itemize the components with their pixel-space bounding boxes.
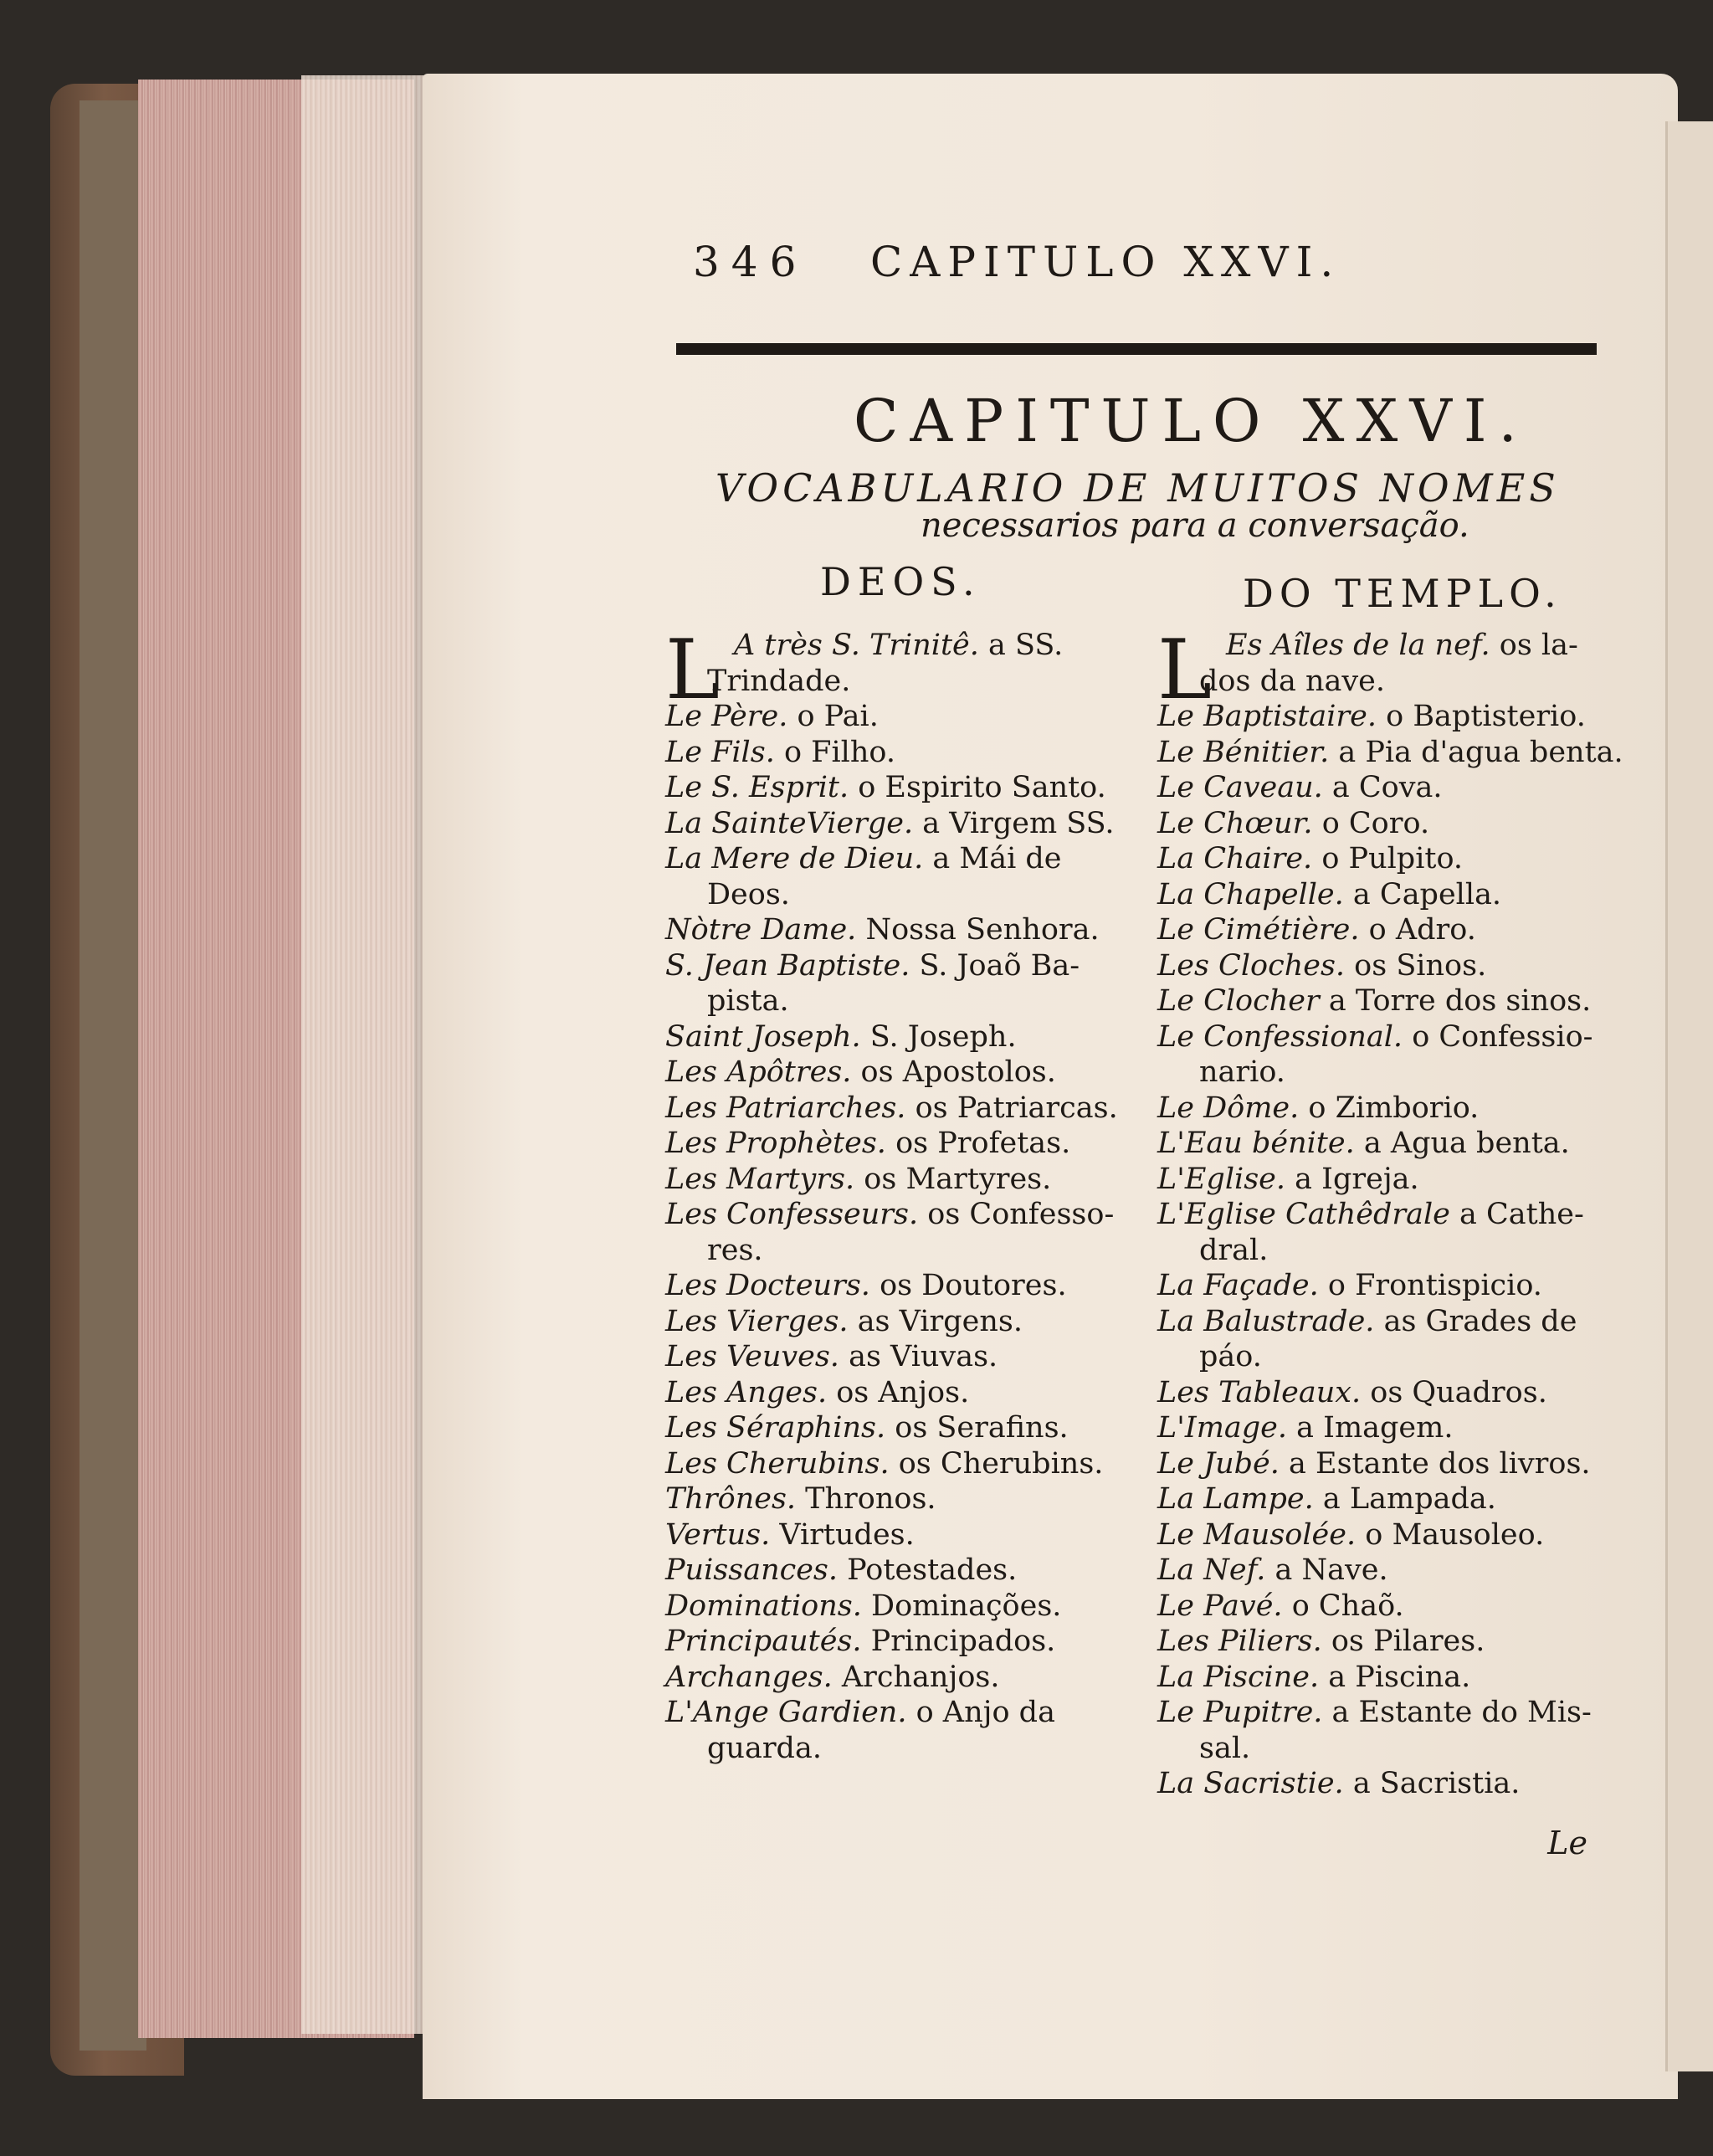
portuguese-term: S. Joseph. [869,1019,1017,1054]
portuguese-term: a Cathe- [1459,1198,1584,1231]
french-term: Es Aîles de la nef. [1226,629,1490,662]
portuguese-term: as Virgens. [857,1304,1023,1338]
vocabulary-entry [1157,1410,1613,1446]
portuguese-term: o Filho. [783,735,895,769]
french-term: Les Cherubins. [665,1446,890,1481]
vocabulary-entry [1157,877,1613,913]
french-term: La Chapelle. [1157,877,1344,911]
left-vocabulary-column [665,623,1138,1766]
vocabulary-entry [1157,1268,1613,1304]
portuguese-term: Dominações. [871,1589,1062,1623]
portuguese-term: o Chaõ. [1291,1589,1404,1623]
portuguese-term: o Pulpito. [1321,842,1464,875]
facing-page [1665,121,1713,2071]
portuguese-term: páo. [1199,1340,1262,1373]
portuguese-term: sal. [1199,1731,1251,1765]
french-term: Le Cimétière. [1157,913,1360,947]
vocabulary-entry [665,1660,1138,1696]
vocabulary-entry [665,1410,1138,1446]
french-term: Puissances. [665,1553,839,1587]
french-term: Dominations. [665,1589,862,1623]
vocabulary-entry [665,948,1138,984]
french-term: Le Pupitre. [1157,1696,1323,1729]
portuguese-term: os Doutores. [880,1269,1067,1302]
portuguese-term: Deos. [707,877,790,911]
vocabulary-entry [665,1268,1138,1304]
portuguese-term: o Frontispicio. [1327,1269,1542,1302]
portuguese-term: a Estante do Mis- [1331,1696,1592,1729]
vocabulary-entry [1157,1517,1613,1553]
right-vocabulary-column [1157,623,1623,1802]
portuguese-term: o Baptisterio. [1386,700,1586,733]
french-term: Le S. Esprit. [665,771,849,804]
portuguese-term: pista. [707,984,789,1018]
vocabulary-entry [1157,1589,1613,1625]
page-number: 346 [693,238,808,286]
french-term: Les Anges. [665,1375,828,1409]
french-term: Vertus. [665,1517,771,1552]
header-rule [676,343,1597,355]
drop-capital: L [665,623,721,718]
portuguese-term: os Profetas. [895,1127,1071,1160]
portuguese-term: a Piscina. [1328,1660,1471,1694]
vocabulary-entry [665,1695,1138,1731]
french-term: L'Ange Gardien. [665,1696,907,1729]
french-term: L'Image. [1157,1411,1287,1445]
vocabulary-entry [665,664,1138,700]
book-spine [79,100,146,2051]
portuguese-term: os Sinos. [1354,948,1487,983]
vocabulary-entry [1157,1695,1613,1731]
portuguese-term: os Anjos. [836,1375,970,1409]
french-term: Principautés. [665,1625,862,1658]
portuguese-term: dral. [1199,1233,1269,1267]
portuguese-term: Thronos. [805,1482,936,1516]
french-term: Les Veuves. [665,1340,839,1373]
portuguese-term: as Viuvas. [849,1340,998,1373]
vocabulary-entry [665,770,1138,806]
french-term: Le Clocher [1157,984,1320,1018]
chapter-heading: CAPITULO XXVI. [854,387,1529,455]
portuguese-term: a Capella. [1352,877,1502,911]
portuguese-term: nario. [1199,1055,1285,1089]
portuguese-term: os Pilares. [1331,1625,1485,1658]
section-heading-deos: DEOS. [820,559,982,604]
vocabulary-entry [1157,1162,1613,1198]
vocabulary-entry [665,983,1138,1019]
vocabulary-entry [665,841,1138,877]
vocabulary-entry [1157,1481,1613,1517]
vocabulary-entry [1157,1126,1613,1162]
portuguese-term: o Adro. [1368,913,1476,947]
vocabulary-entry [665,699,1138,735]
vocabulary-entry [665,1731,1138,1767]
portuguese-term: a Igreja. [1295,1162,1419,1196]
french-term: L'Eau bénite. [1157,1127,1355,1160]
vocabulary-entry [665,1055,1138,1091]
portuguese-term: o Coro. [1321,806,1430,840]
french-term: Le Jubé. [1157,1446,1280,1481]
vocabulary-entry [1157,1446,1613,1482]
french-term: La Balustrade. [1157,1304,1375,1338]
french-term: Le Père. [665,700,788,733]
section-heading-templo: DO TEMPLO. [1243,571,1562,616]
french-term: L'Eglise Cathêdrale [1157,1198,1450,1231]
french-term: Les Cloches. [1157,948,1346,983]
portuguese-term: o Confessio- [1412,1019,1593,1054]
portuguese-term: os la- [1499,629,1578,662]
french-term: La Façade. [1157,1269,1319,1302]
vocabulary-entry [1157,664,1613,700]
vocabulary-entry [1157,912,1613,948]
portuguese-term: a Cova. [1331,771,1443,804]
vocabulary-entry [665,1481,1138,1517]
french-term: La Lampe. [1157,1482,1314,1516]
vocabulary-entry [665,1304,1138,1340]
french-term: Le Pavé. [1157,1589,1283,1623]
french-term: Le Caveau. [1157,771,1323,804]
french-term: Thrônes. [665,1482,797,1516]
catchword: Le [1547,1825,1587,1861]
french-term: Archanges. [665,1660,833,1694]
portuguese-term: o Zimborio. [1308,1091,1480,1125]
vocabulary-entry [665,806,1138,842]
french-term: Saint Joseph. [665,1019,861,1054]
vocabulary-entry [1157,770,1613,806]
french-term: Les Séraphins. [665,1411,886,1445]
french-term: La SainteVierge. [665,806,914,840]
vocabulary-entry [1157,1233,1613,1269]
portuguese-term: os Confesso- [927,1198,1115,1231]
vocabulary-entry [665,1019,1138,1055]
chapter-subtitle-line2: necessarios para a conversação. [921,506,1469,545]
vocabulary-entry [1157,983,1613,1019]
vocabulary-entry [665,912,1138,948]
portuguese-term: guarda. [707,1731,822,1765]
vocabulary-entry [665,1517,1138,1553]
french-term: Les Apôtres. [665,1055,852,1089]
portuguese-term: a Lampada. [1322,1482,1496,1516]
french-term: Le Mausolée. [1157,1517,1357,1552]
portuguese-term: a Sacristia. [1352,1767,1521,1800]
french-term: Le Fils. [665,735,775,769]
french-term: Les Patriarches. [665,1091,906,1125]
portuguese-term: as Grades de [1383,1304,1577,1338]
french-term: Les Confesseurs. [665,1198,919,1231]
portuguese-term: Potestades. [847,1553,1018,1587]
vocabulary-entry [1157,1375,1613,1411]
vocabulary-entry [665,1126,1138,1162]
vocabulary-entry [1157,699,1613,735]
vocabulary-entry [665,1553,1138,1589]
french-term: La Nef. [1157,1553,1266,1587]
portuguese-term: o Mausoleo. [1365,1517,1545,1552]
vocabulary-entry [665,877,1138,913]
portuguese-term: os Serafins. [895,1411,1069,1445]
french-term: Les Docteurs. [665,1269,870,1302]
vocabulary-entry [665,1091,1138,1127]
french-term: Les Tableaux. [1157,1375,1362,1409]
vocabulary-entry [1157,1019,1613,1055]
vocabulary-entry [1157,1339,1613,1375]
french-term: A très S. Trinitê. [734,629,979,662]
vocabulary-entry [1157,1197,1613,1233]
french-term: L'Eglise. [1157,1162,1286,1196]
vocabulary-entry [1157,806,1613,842]
portuguese-term: a Agua benta. [1363,1127,1570,1160]
portuguese-term: S. Joaõ Ba- [919,948,1080,983]
vocabulary-entry [1157,1091,1613,1127]
page-edges-light [301,75,427,2034]
vocabulary-entry [665,735,1138,771]
vocabulary-entry [1157,841,1613,877]
french-term: Les Piliers. [1157,1625,1322,1658]
vocabulary-entry [1157,948,1613,984]
vocabulary-entry [665,1446,1138,1482]
french-term: Nòtre Dame. [665,913,857,947]
portuguese-term: res. [707,1233,763,1267]
portuguese-term: dos da nave. [1199,664,1385,698]
vocabulary-entry [665,1624,1138,1660]
french-term: Le Chœur. [1157,806,1313,840]
french-term: Les Vierges. [665,1304,849,1338]
french-term: Le Dôme. [1157,1091,1300,1125]
french-term: La Mere de Dieu. [665,842,924,875]
vocabulary-entry [1157,735,1623,771]
french-term: La Chaire. [1157,842,1313,875]
portuguese-term: a Pia d'agua benta. [1338,735,1623,769]
vocabulary-entry [665,1339,1138,1375]
french-term: Le Bénitier. [1157,735,1330,769]
vocabulary-entry [1157,1304,1613,1340]
portuguese-term: a Nave. [1274,1553,1388,1587]
portuguese-term: os Cherubins. [898,1446,1104,1481]
vocabulary-entry [1157,1055,1613,1091]
french-term: La Piscine. [1157,1660,1320,1694]
french-term: Les Prophètes. [665,1127,886,1160]
vocabulary-entry [665,1197,1138,1233]
portuguese-term: os Apostolos. [860,1055,1056,1089]
portuguese-term: os Patriarcas. [915,1091,1118,1125]
portuguese-term: a Imagem. [1296,1411,1454,1445]
portuguese-term: Virtudes. [779,1517,915,1552]
vocabulary-entry [1157,1766,1613,1802]
vocabulary-entry [1157,1624,1613,1660]
vocabulary-entry [665,1589,1138,1625]
portuguese-term: o Pai. [797,700,879,733]
portuguese-term: a Torre dos sinos. [1328,984,1592,1018]
running-title: CAPITULO XXVI. [870,238,1341,286]
french-term: Les Martyrs. [665,1162,855,1196]
vocabulary-entry [665,1162,1138,1198]
portuguese-term: o Espirito Santo. [858,771,1106,804]
portuguese-term: a SS. [988,629,1064,662]
portuguese-term: Trindade. [707,664,851,698]
portuguese-term: Principados. [870,1625,1056,1658]
french-term: Le Confessional. [1157,1019,1403,1054]
portuguese-term: os Quadros. [1370,1375,1547,1409]
portuguese-term: os Martyres. [864,1162,1052,1196]
portuguese-term: Nossa Senhora. [865,913,1100,947]
vocabulary-entry [1157,1731,1613,1767]
portuguese-term: Archanjos. [841,1660,1000,1694]
drop-capital: L [1157,623,1213,718]
vocabulary-entry [1157,1553,1613,1589]
french-term: La Sacristie. [1157,1767,1344,1800]
french-term: S. Jean Baptiste. [665,948,910,983]
chapter-subtitle: VOCABULARIO DE MUITOS NOMES [715,465,1560,511]
french-term: Le Baptistaire. [1157,700,1377,733]
portuguese-term: a Mái de [932,842,1062,875]
portuguese-term: a Estante dos livros. [1289,1446,1591,1481]
vocabulary-entry [1157,1660,1613,1696]
vocabulary-entry [665,1375,1138,1411]
portuguese-term: a Virgem SS. [922,806,1115,840]
vocabulary-entry [665,1233,1138,1269]
portuguese-term: o Anjo da [915,1696,1055,1729]
